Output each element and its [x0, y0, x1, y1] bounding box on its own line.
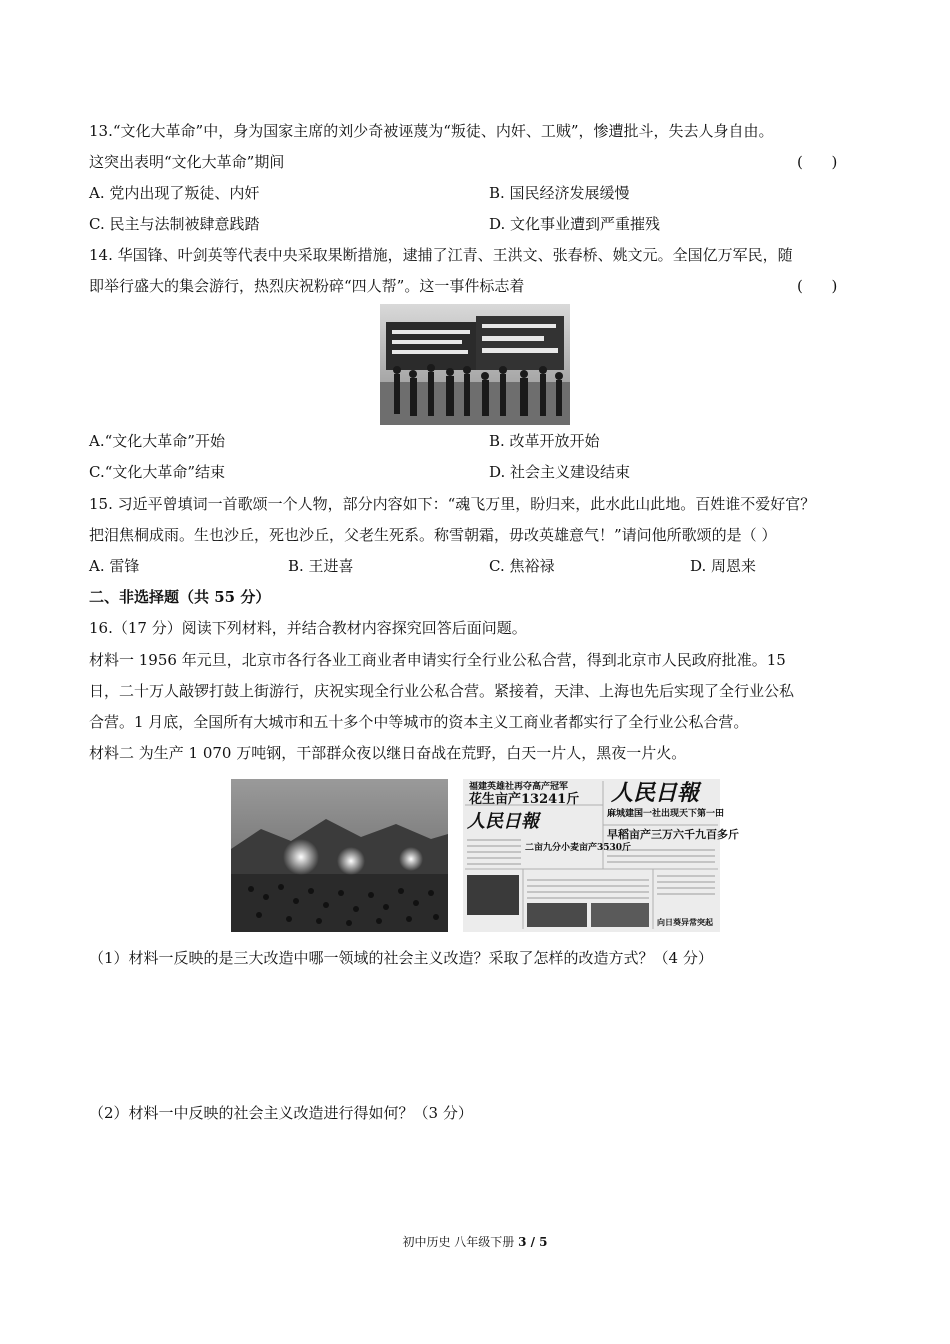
q14-answer-paren: ( ) — [797, 277, 838, 295]
newspaper-clippings — [463, 779, 739, 932]
news-mid-headline: 二亩九分小麦亩产3530斤 — [525, 843, 632, 853]
q14-option-a: A.“文化大革命”开始 — [89, 432, 225, 450]
q15-option-a: A. 雷锋 — [89, 557, 140, 575]
q16-material2: 材料二 为生产 1 070 万吨钢，干部群众夜以继日奋战在荒野，白天一片人，黑夜一片火。 — [89, 744, 687, 762]
section-heading: 二、非选择题（共 55 分） — [89, 588, 271, 606]
page-number: 3 / 5 — [518, 1235, 548, 1249]
q16-material1-line1: 材料一 1956 年元旦，北京市各行各业工商业者申请实行全行业公私合营，得到北京市人民政府批准。15 — [89, 651, 786, 669]
q15-option-d: D. 周恩来 — [690, 557, 757, 575]
news-top-headline: 福建英雄社再夺高产冠军 — [469, 782, 569, 792]
footer-text: 初中历史 八年级下册 — [402, 1235, 519, 1249]
q13-stem-line2: 这突出表明“文化大革命”期间 — [89, 153, 285, 171]
news-right-line2: 早稻亩产三万六千九百多斤 — [607, 828, 739, 841]
q13-option-d: D. 文化事业遭到严重摧残 — [489, 215, 661, 233]
news-masthead-left: 人民日報 — [467, 811, 539, 832]
q15-stem-line1: 15. 习近平曾填词一首歌颂一个人物，部分内容如下：“魂飞万里，盼归来，此水此山此地。百姓谁不爱好官？ — [89, 495, 816, 513]
q13-option-c: C. 民主与法制被肆意践踏 — [89, 215, 260, 233]
q15-option-c: C. 焦裕禄 — [489, 557, 555, 575]
q16-intro: 16.（17 分）阅读下列材料，并结合教材内容探究回答后面问题。 — [89, 619, 527, 637]
steel-making-photo — [231, 779, 448, 932]
q15-stem-line2: 把泪焦桐成雨。生也沙丘，死也沙丘，父老生死系。称雪朝霜，毋改英雄意气！”请问他所歌颂的是（ ） — [89, 526, 777, 544]
q14-stem-line2: 即举行盛大的集会游行，热烈庆祝粉碎“四人帮”。这一事件标志着 — [89, 277, 525, 295]
q16-material1-line3: 合营。1 月底，全国所有大城市和五十多个中等城市的资本主义工商业者都实行了全行业公私合营。 — [89, 713, 749, 731]
page-footer — [0, 1234, 950, 1250]
q14-option-c: C.“文化大革命”结束 — [89, 463, 226, 481]
celebration-parade-photo — [380, 304, 570, 425]
q16-subquestion-1: （1）材料一反映的是三大改造中哪一领域的社会主义改造？采取了怎样的改造方式？（4 分） — [89, 949, 713, 967]
q14-option-d: D. 社会主义建设结束 — [489, 463, 631, 481]
q16-material1-line2: 日，二十万人敲锣打鼓上街游行，庆祝实现全行业公私合营。紧接着，天津、上海也先后实现了全行业公私 — [89, 682, 795, 700]
news-right-line1: 麻城建国一社出现天下第一田 — [607, 809, 725, 819]
q13-option-a: A. 党内出现了叛徒、内奸 — [89, 184, 260, 202]
q16-subquestion-2: （2）材料一中反映的社会主义改造进行得如何？（3 分） — [89, 1104, 473, 1122]
news-bottom-line: 向日葵异常突起 — [657, 917, 713, 927]
q15-option-b: B. 王进喜 — [288, 557, 354, 575]
q13-stem-line1: 13.“文化大革命”中，身为国家主席的刘少奇被诬蔑为“叛徒、内奸、工贼”，惨遭批斗，失去人身自由。 — [89, 122, 774, 140]
news-big-headline: 花生亩产13241斤 — [469, 792, 580, 807]
q13-answer-paren: ( ) — [797, 153, 838, 171]
q14-option-b: B. 改革开放开始 — [489, 432, 600, 450]
news-masthead-top: 人民日報 — [611, 780, 700, 806]
q14-stem-line1: 14. 华国锋、叶剑英等代表中央采取果断措施，逮捕了江青、王洪文、张春桥、姚文元。全国亿万军民，随 — [89, 246, 793, 264]
q13-option-b: B. 国民经济发展缓慢 — [489, 184, 630, 202]
